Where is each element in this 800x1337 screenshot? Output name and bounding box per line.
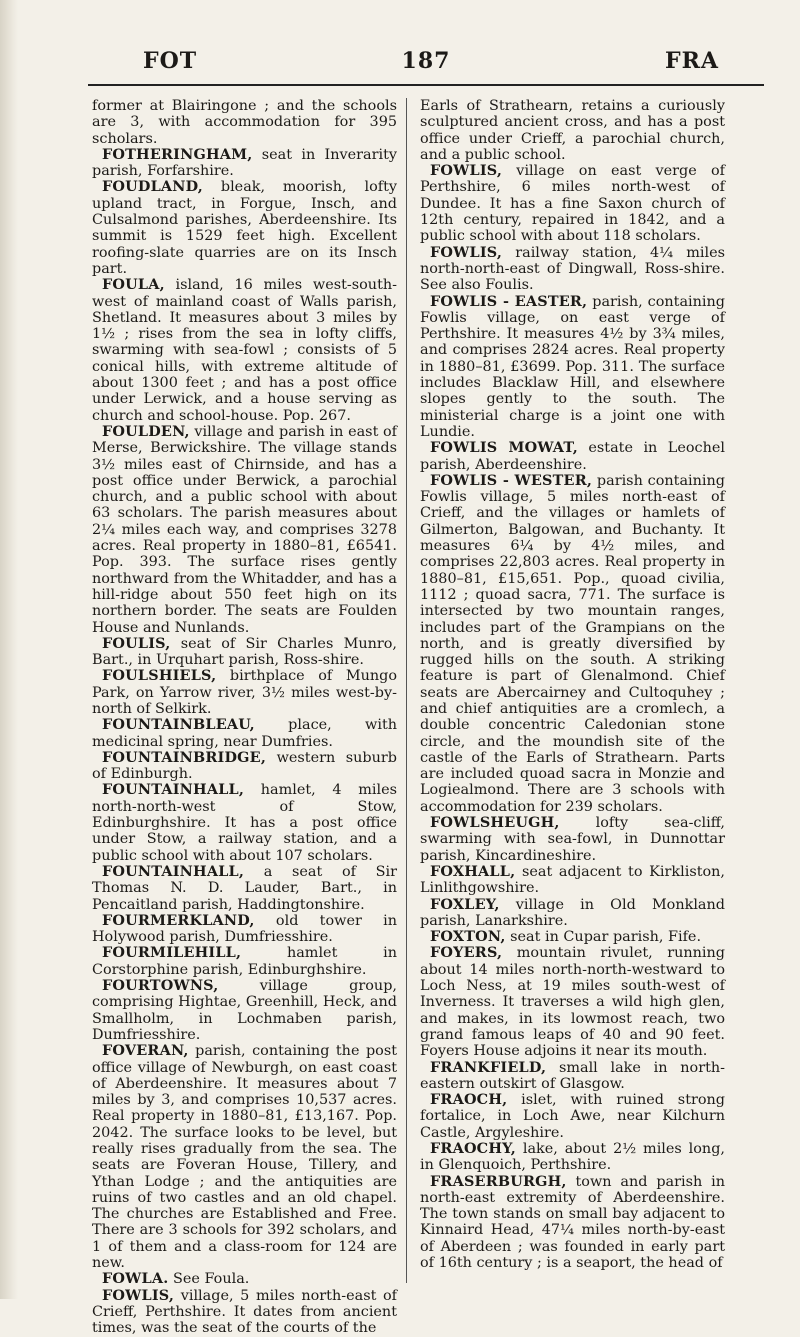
gazetteer-entry bbox=[420, 473, 725, 815]
entry-text: estate in Leochel parish, Aberdeenshire. bbox=[420, 440, 725, 473]
entry-text: hamlet in Corstorphine parish, Edinburghshire. bbox=[92, 945, 397, 978]
gazetteer-entry bbox=[420, 1174, 725, 1272]
header-right-guide-word: FRA bbox=[665, 48, 719, 74]
gazetteer-entry bbox=[420, 163, 725, 244]
gazetteer-entry bbox=[92, 978, 397, 1043]
gazetteer-entry bbox=[420, 245, 725, 294]
page-gutter-shadow bbox=[0, 0, 18, 1299]
entry-headword: FOUNTAINBRIDGE, bbox=[102, 748, 267, 766]
entry-text: village on east verge of Perthshire, 6 miles north-west of Dundee. It has a fine Saxon church of 12th century, repaired in 1842, and a public school with about 118 scholars. bbox=[420, 163, 725, 245]
entry-headword: FRANKFIELD, bbox=[430, 1058, 547, 1076]
gazetteer-entry bbox=[92, 98, 397, 147]
text-columns bbox=[92, 98, 744, 1337]
entry-headword: FOUNTAINHALL, bbox=[102, 781, 245, 799]
entry-headword: FRAOCHY, bbox=[430, 1140, 516, 1157]
entry-headword: FOWLIS, bbox=[102, 1286, 175, 1304]
gazetteer-entry bbox=[92, 782, 397, 863]
entry-text: bleak, moorish, lofty upland tract, in Forgue, Insch, and Culsalmond parishes, Aberdeenshire. Its summit is 1529 feet high. Excellent roofing-slate quarries are on its Insch part. bbox=[92, 179, 397, 277]
entry-text: birthplace of Mungo Park, on Yarrow river, 3½ miles west-by-north of Selkirk. bbox=[92, 668, 397, 717]
gazetteer-entry bbox=[420, 815, 725, 864]
entry-headword: FOXLEY, bbox=[430, 895, 500, 913]
entry-headword: FOTHERINGHAM, bbox=[102, 145, 253, 163]
entry-headword: FOWLIS - EASTER, bbox=[430, 292, 588, 310]
header-left-guide-word: FOT bbox=[143, 48, 198, 74]
entry-text: islet, with ruined strong fortalice, in Loch Awe, near Kilchurn Castle, Argyleshire. bbox=[420, 1092, 725, 1141]
entry-text: place, with medicinal spring, near Dumfries. bbox=[92, 717, 397, 750]
entry-headword: FOURMERKLAND, bbox=[102, 911, 255, 929]
entry-text: former at Blairingone ; and the schools are 3, with accommodation for 395 scholars. bbox=[92, 98, 397, 147]
gazetteer-entry bbox=[420, 1060, 725, 1093]
entry-text: town and parish in north-east extremity of Aberdeenshire. The town stands on small bay adjacent to Kinnaird Head, 47¼ miles north-by-east of Aberdeen ; was founded in early part of 16th century ; is a seaport, the head of bbox=[420, 1173, 725, 1272]
entry-headword: FOUDLAND, bbox=[102, 178, 203, 196]
gazetteer-entry bbox=[420, 945, 725, 1059]
entry-headword: FOWLIS - WESTER, bbox=[430, 471, 593, 489]
gazetteer-entry bbox=[420, 98, 725, 163]
entry-text: western suburb of Edinburgh. bbox=[92, 749, 397, 783]
gazetteer-entry bbox=[92, 1288, 397, 1337]
entry-headword: FOULSHIELS, bbox=[102, 667, 217, 685]
entry-text: railway station, 4¼ miles north-north-east of Dingwall, Ross-shire. See also Foulis. bbox=[420, 244, 725, 294]
entry-headword: FOWLIS MOWAT, bbox=[430, 439, 578, 457]
gazetteer-entry bbox=[92, 424, 397, 636]
entry-headword: FOURTOWNS, bbox=[102, 977, 219, 995]
gazetteer-entry bbox=[92, 717, 397, 750]
entry-text: village and parish in east of Merse, Berwickshire. The village stands 3½ miles east of Chirnside, and has a post office under Berwick, a parochial church, and a public school with about 63 scholars. The parish measures about 2¼ miles each way, and comprises 3278 acres. Real property in 1880–81, £6541. Pop. 393. The surface rises gently northward from the Whitadder, and has a hill-ridge about 550 feet high on its northern border. The seats are Foulden House and Nunlands. bbox=[92, 423, 397, 636]
entry-text: parish, containing Fowlis village, on east verge of Perthshire. It measures 4½ by 3¾ miles, and comprises 2824 acres. Real property in 1880–81, £3699. Pop. 311. The surface includes Blacklaw Hill, and elsewhere slopes gently to the south. The ministerial charge is a joint one with Lundie. bbox=[420, 293, 725, 440]
gazetteer-entry bbox=[420, 897, 725, 930]
entry-text: mountain rivulet, running about 14 miles north-north-westward to Loch Ness, at 19 miles south-west of Inverness. It traverses a wild high glen, and makes, in its lowmost reach, two grand famous leaps of 40 and 90 feet. Foyers House adjoins it near its mouth. bbox=[420, 945, 725, 1060]
entry-text: island, 16 miles west-south-west of mainland coast of Walls parish, Shetland. It measures about 3 miles by 1½ ; rises from the sea in lofty cliffs, swarming with sea-fowl ; consists of 5 conical hills, with extreme altitude of about 1300 feet ; and has a post office under Lerwick, and a house serving as church and school-house. Pop. 267. bbox=[92, 277, 397, 424]
gazetteer-entry bbox=[92, 864, 397, 913]
entry-text: seat in Inverarity parish, Forfarshire. bbox=[92, 146, 397, 180]
gazetteer-entry bbox=[92, 668, 397, 717]
entry-text: hamlet, 4 miles north-north-west of Stow, Edinburghshire. It has a post office under Stow, a railway station, and a public school with about 107 scholars. bbox=[92, 782, 397, 864]
entry-headword: FOURMILEHILL, bbox=[102, 944, 242, 962]
gazetteer-entry bbox=[420, 1092, 725, 1141]
entry-text: village, 5 miles north-east of Crieff, Perthshire. It dates from ancient times, was the seat of the courts of the bbox=[92, 1287, 397, 1337]
entry-text: village group, comprising Hightae, Greenhill, Heck, and Smallholm, in Lochmaben parish, Dumfriesshire. bbox=[92, 978, 397, 1043]
gazetteer-entry bbox=[92, 1043, 397, 1271]
entry-text: a seat of Sir Thomas N. D. Lauder, Bart., in Pencaitland parish, Haddingtonshire. bbox=[92, 863, 397, 913]
entry-text: seat in Cupar parish, Fife. bbox=[505, 929, 702, 946]
entry-text: lofty sea-cliff, swarming with sea-fowl, in Dunnottar parish, Kincardineshire. bbox=[420, 815, 725, 864]
entry-text: parish, containing the post office village of Newburgh, on east coast of Aberdeenshire. It measures about 7 miles by 3, and comprises 10,537 acres. Real property in 1880–81, £13,167. Pop. 2042. The surface looks to be level, but really rises gradually from the sea. The seats are Foveran House, Tillery, and Ythan Lodge ; and the antiquities are ruins of two castles and an old chapel. The churches are Established and Free. There are 3 schools for 392 scholars, and 1 of them and a class-room for 124 are new. bbox=[92, 1043, 397, 1272]
entry-text: small lake in north-eastern outskirt of Glasgow. bbox=[420, 1059, 725, 1092]
entry-text: seat of Sir Charles Munro, Bart., in Urquhart parish, Ross-shire. bbox=[92, 635, 397, 669]
entry-headword: FOUNTAINHALL, bbox=[102, 862, 245, 880]
gazetteer-entry bbox=[420, 440, 725, 473]
entry-headword: FOULA, bbox=[102, 276, 165, 294]
gazetteer-entry bbox=[420, 1141, 725, 1174]
entry-text: parish containing Fowlis village, 5 miles north-east of Crieff, and the villages or hamlets of Gilmerton, Balgowan, and Buchanty. It measures 6¼ by 4½ miles, and comprises 22,803 acres. Real property in 1880–81, £15,651. Pop., quoad civilia, 1112 ; quoad sacra, 771. The surface is intersected by two mountain ranges, includes part of the Grampians on the north, and is greatly diversified by rugged hills on the south. A striking feature is part of Glenalmond. Chief seats are Abercairney and Cultoquhey ; and chief antiquities are a cromlech, a double concentric Caledonian stone circle, and the moundish site of the castle of the Earls of Strathearn. Parts are included quoad sacra in Monzie and Logiealmond. There are 3 schools with accommodation for 239 scholars. bbox=[420, 472, 725, 815]
entry-headword: FOWLSHEUGH, bbox=[430, 814, 560, 832]
entry-headword: FOXTON, bbox=[430, 928, 506, 946]
entry-headword: FOWLA. bbox=[102, 1270, 169, 1288]
gazetteer-entry bbox=[92, 636, 397, 669]
gazetteer-entry bbox=[420, 929, 725, 945]
entry-headword: FOULDEN, bbox=[102, 422, 190, 440]
left-column bbox=[92, 98, 397, 1337]
entry-text: seat adjacent to Kirkliston, Linlithgowshire. bbox=[420, 863, 725, 897]
entry-headword: FOWLIS, bbox=[430, 162, 503, 180]
right-column bbox=[420, 98, 725, 1271]
entry-headword: FRASERBURGH, bbox=[430, 1172, 567, 1190]
gazetteer-entry bbox=[92, 945, 397, 978]
gazetteer-entry bbox=[92, 277, 397, 424]
entry-headword: FOUNTAINBLEAU, bbox=[102, 716, 255, 734]
entry-text: lake, about 2½ miles long, in Glenquoich, Perthshire. bbox=[420, 1141, 725, 1174]
gazetteer-entry bbox=[92, 750, 397, 783]
entry-text: See Foula. bbox=[168, 1271, 250, 1288]
gazetteer-entry bbox=[92, 179, 397, 277]
column-divider bbox=[406, 98, 407, 1283]
entry-headword: FOYERS, bbox=[430, 944, 503, 962]
gazetteer-entry bbox=[92, 147, 397, 180]
entry-headword: FOWLIS, bbox=[430, 243, 503, 261]
header-rule bbox=[88, 84, 764, 86]
entry-text: Earls of Strathearn, retains a curiously sculptured ancient cross, and has a post office under Crieff, a parochial church, and a public school. bbox=[420, 98, 725, 163]
entry-text: village in Old Monkland parish, Lanarkshire. bbox=[420, 896, 725, 929]
gazetteer-entry bbox=[420, 864, 725, 897]
entry-headword: FOVERAN, bbox=[102, 1042, 189, 1060]
entry-headword: FRAOCH, bbox=[430, 1091, 508, 1109]
page-number: 187 bbox=[401, 48, 451, 74]
gazetteer-entry bbox=[420, 294, 725, 441]
entry-text: old tower in Holywood parish, Dumfriesshire. bbox=[92, 912, 397, 946]
entry-headword: FOULIS, bbox=[102, 634, 171, 652]
gazetteer-entry bbox=[92, 1271, 397, 1287]
gazetteer-entry bbox=[92, 913, 397, 946]
running-header bbox=[88, 48, 764, 78]
entry-headword: FOXHALL, bbox=[430, 862, 516, 880]
